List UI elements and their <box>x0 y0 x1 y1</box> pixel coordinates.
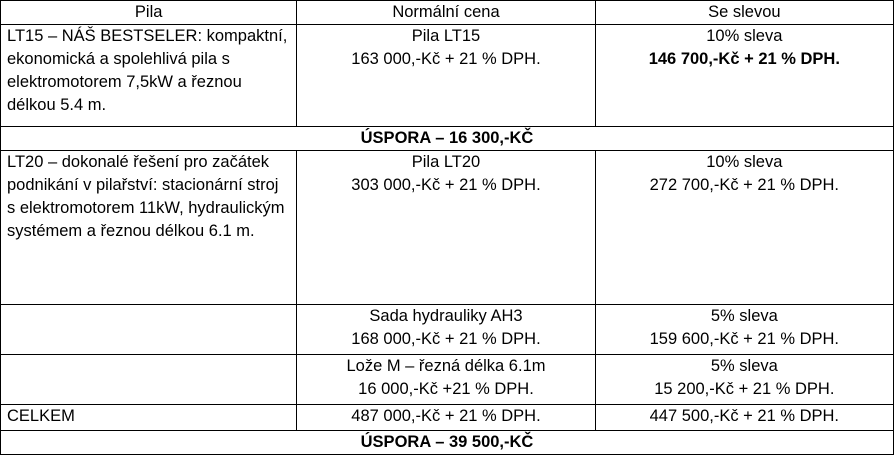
lt15-discount-cell <box>595 25 893 127</box>
lt20-discount-cell <box>595 151 893 305</box>
hydraulics-discount-label: 5% sleva <box>710 307 778 325</box>
table-row-lt15-saving <box>1 127 894 151</box>
bed-normal-price: 16 000,-Kč +21 % DPH. <box>358 380 534 398</box>
lt20-description-cell <box>1 151 297 305</box>
header-product: Pila <box>1 1 297 25</box>
lt20-description: LT20 – dokonalé řešení pro začátek podnikání v pilařství: stacionární stroj s elektromotorem 11kW, hydraulickým systémem a řeznou délkou 6.1 m. <box>7 153 285 240</box>
lt15-normal-price: 163 000,-Kč + 21 % DPH. <box>351 50 541 68</box>
lt15-normal-cell <box>297 25 595 127</box>
table-row-bed <box>1 355 894 405</box>
total-discount-price: 447 500,-Kč + 21 % DPH. <box>595 405 893 431</box>
hydraulics-empty-cell <box>1 305 297 355</box>
bed-normal-cell <box>297 355 595 405</box>
lt15-discount-price: 146 700,-Kč + 21 % DPH. <box>648 50 840 68</box>
lt20-normal-price: 303 000,-Kč + 21 % DPH. <box>351 176 541 194</box>
table-row-lt15 <box>1 25 894 127</box>
lt20-discount-price: 272 700,-Kč + 21 % DPH. <box>649 176 840 194</box>
lt15-discount-label: 10% sleva <box>706 27 783 45</box>
lt20-discount-label: 10% sleva <box>706 153 783 171</box>
bed-empty-cell <box>1 355 297 405</box>
hydraulics-item-name: Sada hydrauliky AH3 <box>369 307 523 325</box>
table-row-hydraulics <box>1 305 894 355</box>
total-saving: ÚSPORA – 39 500,-KČ <box>1 431 894 455</box>
table-row-lt20 <box>1 151 894 305</box>
lt15-description-cell <box>1 25 297 127</box>
bed-discount-label: 5% sleva <box>710 357 778 375</box>
lt20-item-name: Pila LT20 <box>411 153 481 171</box>
lt15-item-name: Pila LT15 <box>411 27 481 45</box>
total-normal-price: 487 000,-Kč + 21 % DPH. <box>297 405 595 431</box>
table-row-total <box>1 405 894 431</box>
bed-discount-cell <box>595 355 893 405</box>
bed-discount-price: 15 200,-Kč + 21 % DPH. <box>654 380 835 398</box>
hydraulics-normal-price: 168 000,-Kč + 21 % DPH. <box>351 330 541 348</box>
hydraulics-normal-cell <box>297 305 595 355</box>
lt15-saving: ÚSPORA – 16 300,-KČ <box>1 127 894 151</box>
hydraulics-discount-price: 159 600,-Kč + 21 % DPH. <box>649 330 840 348</box>
hydraulics-discount-cell <box>595 305 893 355</box>
table-row-total-saving <box>1 431 894 455</box>
lt20-normal-cell <box>297 151 595 305</box>
bed-item-name: Lože M – řezná délka 6.1m <box>346 357 546 375</box>
header-row <box>1 1 894 25</box>
lt15-description: LT15 – NÁŠ BESTSELER: kompaktní, ekonomická a spolehlivá pila s elektromotorem 7,5kW a řeznou délkou 5.4 m. <box>7 27 288 114</box>
header-normal-price: Normální cena <box>297 1 595 25</box>
header-discounted: Se slevou <box>595 1 893 25</box>
total-label: CELKEM <box>1 405 297 431</box>
